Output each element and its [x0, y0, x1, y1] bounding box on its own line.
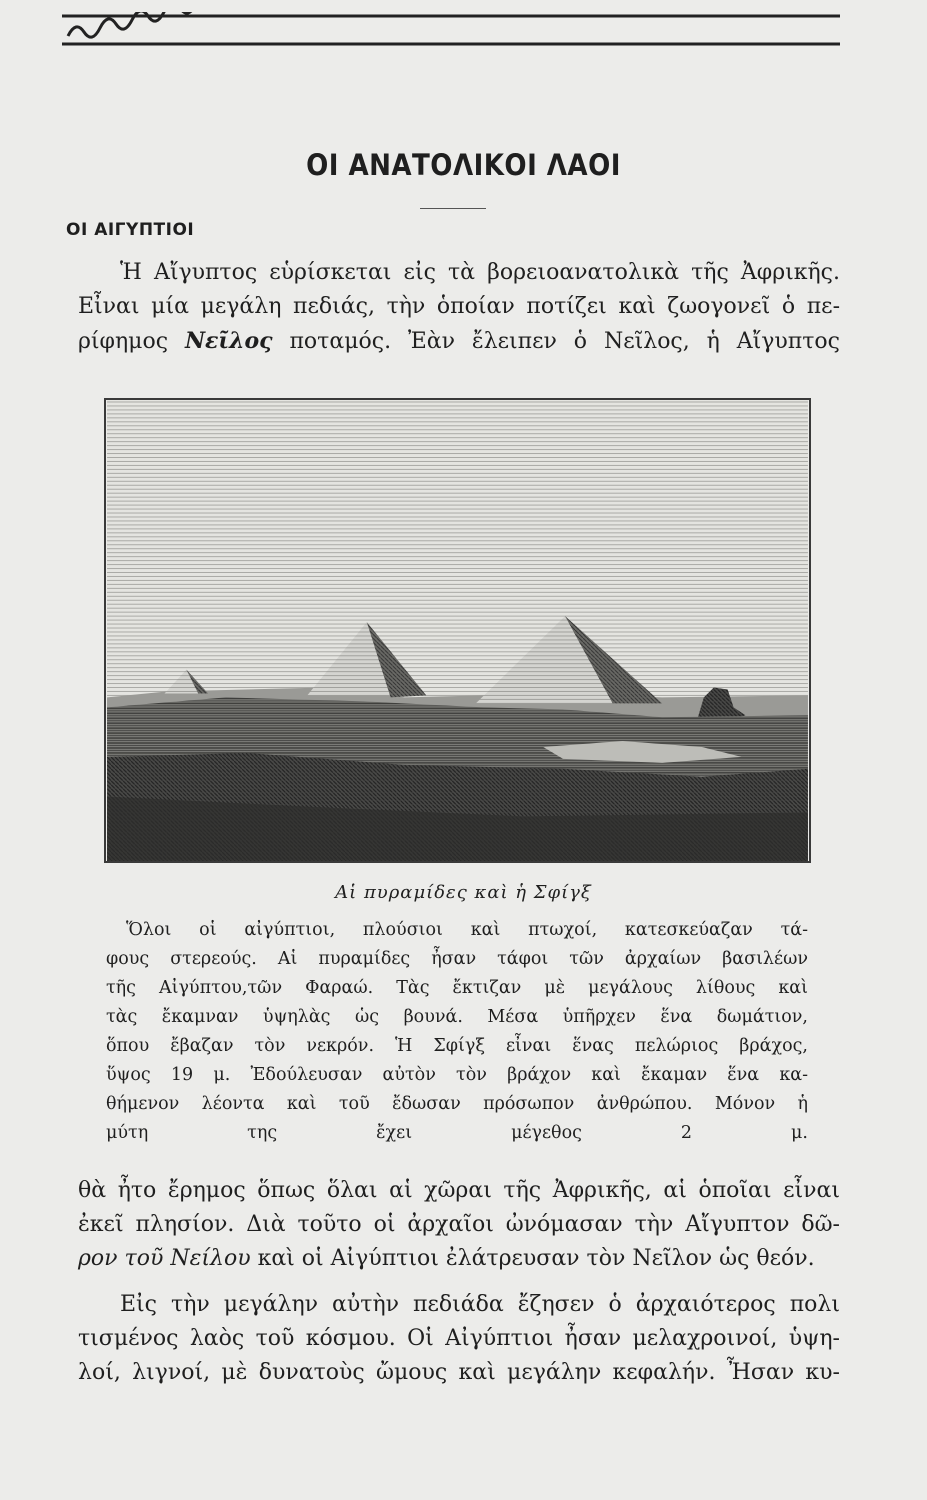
- text-line: τῆς Αἰγύπτου,τῶν Φαραώ. Τὰς ἔκτιζαν μὲ μεγάλους λίθους καὶ: [106, 978, 808, 998]
- intro-paragraph: [78, 256, 840, 359]
- pyramids-illustration: [104, 398, 811, 863]
- title-divider: [420, 208, 486, 209]
- text-line: μύτη της ἔχει μέγεθος 2 μ.: [106, 1123, 808, 1143]
- text-line: τισμένος λαὸς τοῦ κόσμου. Οἱ Αἰγύπτιοι ἦσαν μελαχροινοί, ὑψη-: [78, 1326, 840, 1351]
- text-line: θὰ ἦτο ἔρημος ὅπως ὅλαι αἱ χῶραι τῆς Ἀφρικῆς, αἱ ὁποῖαι εἶναι: [78, 1178, 840, 1203]
- text-line: φους στερεούς. Αἱ πυραμίδες ἦσαν τάφοι τῶν ἀρχαίων βασιλέων: [106, 949, 808, 969]
- text-line: Ἡ Αἴγυπτος εὑρίσκεται εἰς τὰ βορειοανατολικὰ τῆς Ἀφρικῆς.: [120, 260, 840, 285]
- text-line: ὕψος 19 μ. Ἐδούλευσαν αὐτὸν τὸν βράχον καὶ ἔκαμαν ἕνα κα-: [106, 1065, 808, 1085]
- body-paragraph-1: [78, 1174, 840, 1276]
- decorative-border-ornament: [62, 12, 840, 48]
- text-line: Εἶναι μία μεγάλη πεδιάς, τὴν ὁποίαν ποτίζει καὶ ζωογονεῖ ὁ πε-: [78, 294, 840, 319]
- figure-description: [106, 916, 808, 1148]
- text-line: ὅπου ἔβαζαν τὸν νεκρόν. Ἡ Σφίγξ εἶναι ἕνας πελώριος βράχος,: [106, 1036, 808, 1056]
- text-line: Εἰς τὴν μεγάλην αὐτὴν πεδιάδα ἔζησεν ὁ ἀρχαιότερος πολι: [120, 1292, 840, 1317]
- pyramids-engraving: [106, 400, 809, 861]
- text-line: ρίφημος Νεῖλος ποταμός. Ἐὰν ἔλειπεν ὁ Νεῖλος, ἡ Αἴγυπτος: [78, 328, 840, 354]
- text-line: τὰς ἔκαμναν ὑψηλὰς ὡς βουνά. Μέσα ὑπῆρχεν ἕνα δωμάτιον,: [106, 1007, 808, 1027]
- section-heading: ΟΙ ΑΙΓΥΠΤΙΟΙ: [66, 220, 195, 240]
- text-line: ἐκεῖ πλησίον. Διὰ τοῦτο οἱ ἀρχαῖοι ὠνόμασαν τὴν Αἴγυπτον δῶ-: [78, 1212, 840, 1237]
- text-line: θήμενον λέοντα καὶ τοῦ ἔδωσαν πρόσωπον ἀνθρώπου. Μόνον ἡ: [106, 1094, 808, 1114]
- text-line: λοί, λιγνοί, μὲ δυνατοὺς ὤμους καὶ μεγάλην κεφαλήν. Ἦσαν κυ-: [78, 1360, 840, 1385]
- page-title: ΟΙ ΑΝΑΤΟΛΙΚΟΙ ΛΑΟΙ: [306, 148, 621, 182]
- body-paragraph-2: [78, 1288, 840, 1390]
- text-line: ρον τοῦ Νείλου καὶ οἱ Αἰγύπτιοι ἐλάτρευσαν τὸν Νεῖλον ὡς θεόν.: [78, 1246, 815, 1271]
- figure-caption: Αἱ πυραμίδες καὶ ἡ Σφίγξ: [335, 882, 592, 903]
- text-line: Ὅλοι οἱ αἰγύπτιοι, πλούσιοι καὶ πτωχοί, κατεσκεύαζαν τά-: [126, 920, 808, 940]
